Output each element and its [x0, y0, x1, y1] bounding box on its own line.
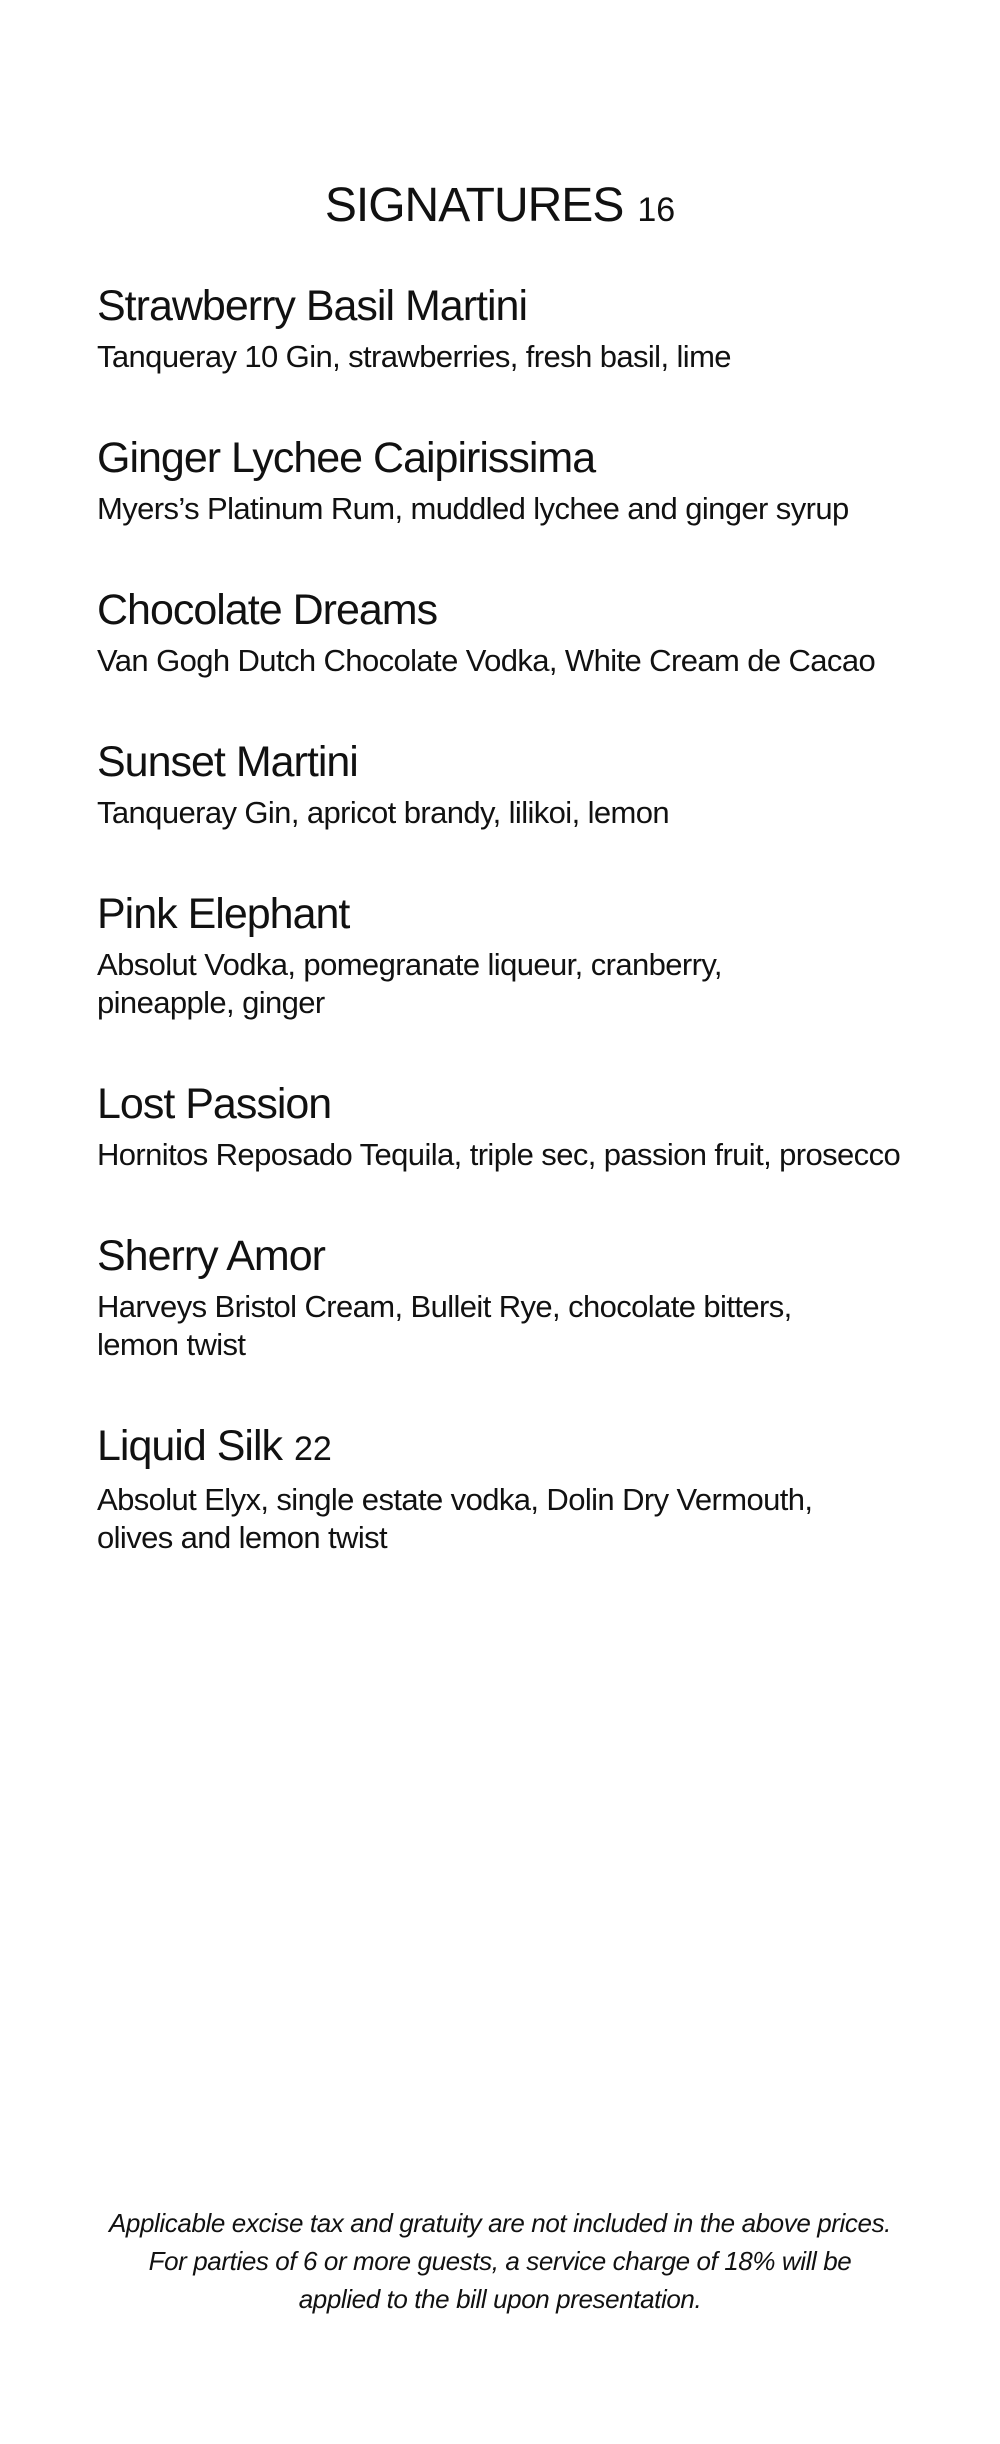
menu-item	[97, 736, 917, 832]
menu-item-description	[97, 1136, 917, 1174]
menu-item-name-text: Lost Passion	[97, 1080, 332, 1128]
footer-line: Applicable excise tax and gratuity are not included in the above prices.	[108, 2208, 892, 2238]
menu-item-description-line: Van Gogh Dutch Chocolate Vodka, White Cream de Cacao	[97, 643, 876, 678]
menu-item-name	[97, 888, 917, 940]
menu-item-description-line: Myers’s Platinum Rum, muddled lychee and ginger syrup	[97, 491, 849, 526]
footer-disclaimer	[0, 2204, 1000, 2318]
menu-item-description-line: Harveys Bristol Cream, Bulleit Rye, chocolate bitters,	[97, 1289, 792, 1324]
menu-item-name	[97, 280, 917, 332]
menu-item-name	[97, 1078, 917, 1130]
section-title	[0, 178, 1000, 238]
menu-item-name-text: Chocolate Dreams	[97, 586, 438, 634]
menu-item-name	[97, 432, 917, 484]
menu-item	[97, 584, 917, 680]
menu-item-description-line: pineapple, ginger	[97, 985, 325, 1020]
menu-item-description	[97, 1288, 917, 1364]
menu-item-name	[97, 736, 917, 788]
menu-item-name-text: Liquid Silk	[97, 1422, 282, 1470]
menu-item-description-line: Absolut Vodka, pomegranate liqueur, cranberry,	[97, 947, 722, 982]
section-title-text: SIGNATURES	[324, 179, 624, 232]
section-price: 16	[637, 191, 676, 229]
menu-item	[97, 1420, 917, 1557]
menu-item-description-line: Tanqueray 10 Gin, strawberries, fresh basil, lime	[97, 339, 731, 374]
menu-items-list	[97, 280, 917, 1613]
menu-item-description	[97, 946, 917, 1022]
menu-item-name-text: Strawberry Basil Martini	[97, 282, 527, 330]
menu-item-name-text: Sherry Amor	[97, 1232, 325, 1280]
menu-item-description	[97, 794, 917, 832]
menu-item	[97, 1078, 917, 1174]
menu-item-name	[97, 1230, 917, 1282]
menu-item-description	[97, 642, 917, 680]
menu-item-description-line: Tanqueray Gin, apricot brandy, lilikoi, lemon	[97, 795, 670, 830]
footer-line: applied to the bill upon presentation.	[298, 2284, 702, 2314]
menu-item	[97, 888, 917, 1022]
menu-item-name-text: Sunset Martini	[97, 738, 358, 786]
menu-item-description	[97, 490, 917, 528]
menu-item-description-line: olives and lemon twist	[97, 1520, 388, 1555]
menu-item-name	[97, 584, 917, 636]
menu-item-name-text: Ginger Lychee Caipirissima	[97, 434, 596, 482]
menu-item-name-text: Pink Elephant	[97, 890, 350, 938]
menu-item	[97, 432, 917, 528]
menu-item-description-line: Absolut Elyx, single estate vodka, Dolin Dry Vermouth,	[97, 1482, 813, 1517]
menu-item-price: 22	[294, 1430, 332, 1468]
menu-item-description	[97, 338, 917, 376]
menu-item	[97, 1230, 917, 1364]
menu-item-description	[97, 1481, 917, 1557]
menu-item	[97, 280, 917, 376]
footer-line: For parties of 6 or more guests, a service charge of 18% will be	[148, 2246, 852, 2276]
menu-item-name	[97, 1420, 917, 1475]
menu-item-description-line: lemon twist	[97, 1327, 246, 1362]
menu-item-description-line: Hornitos Reposado Tequila, triple sec, passion fruit, prosecco	[97, 1137, 901, 1172]
